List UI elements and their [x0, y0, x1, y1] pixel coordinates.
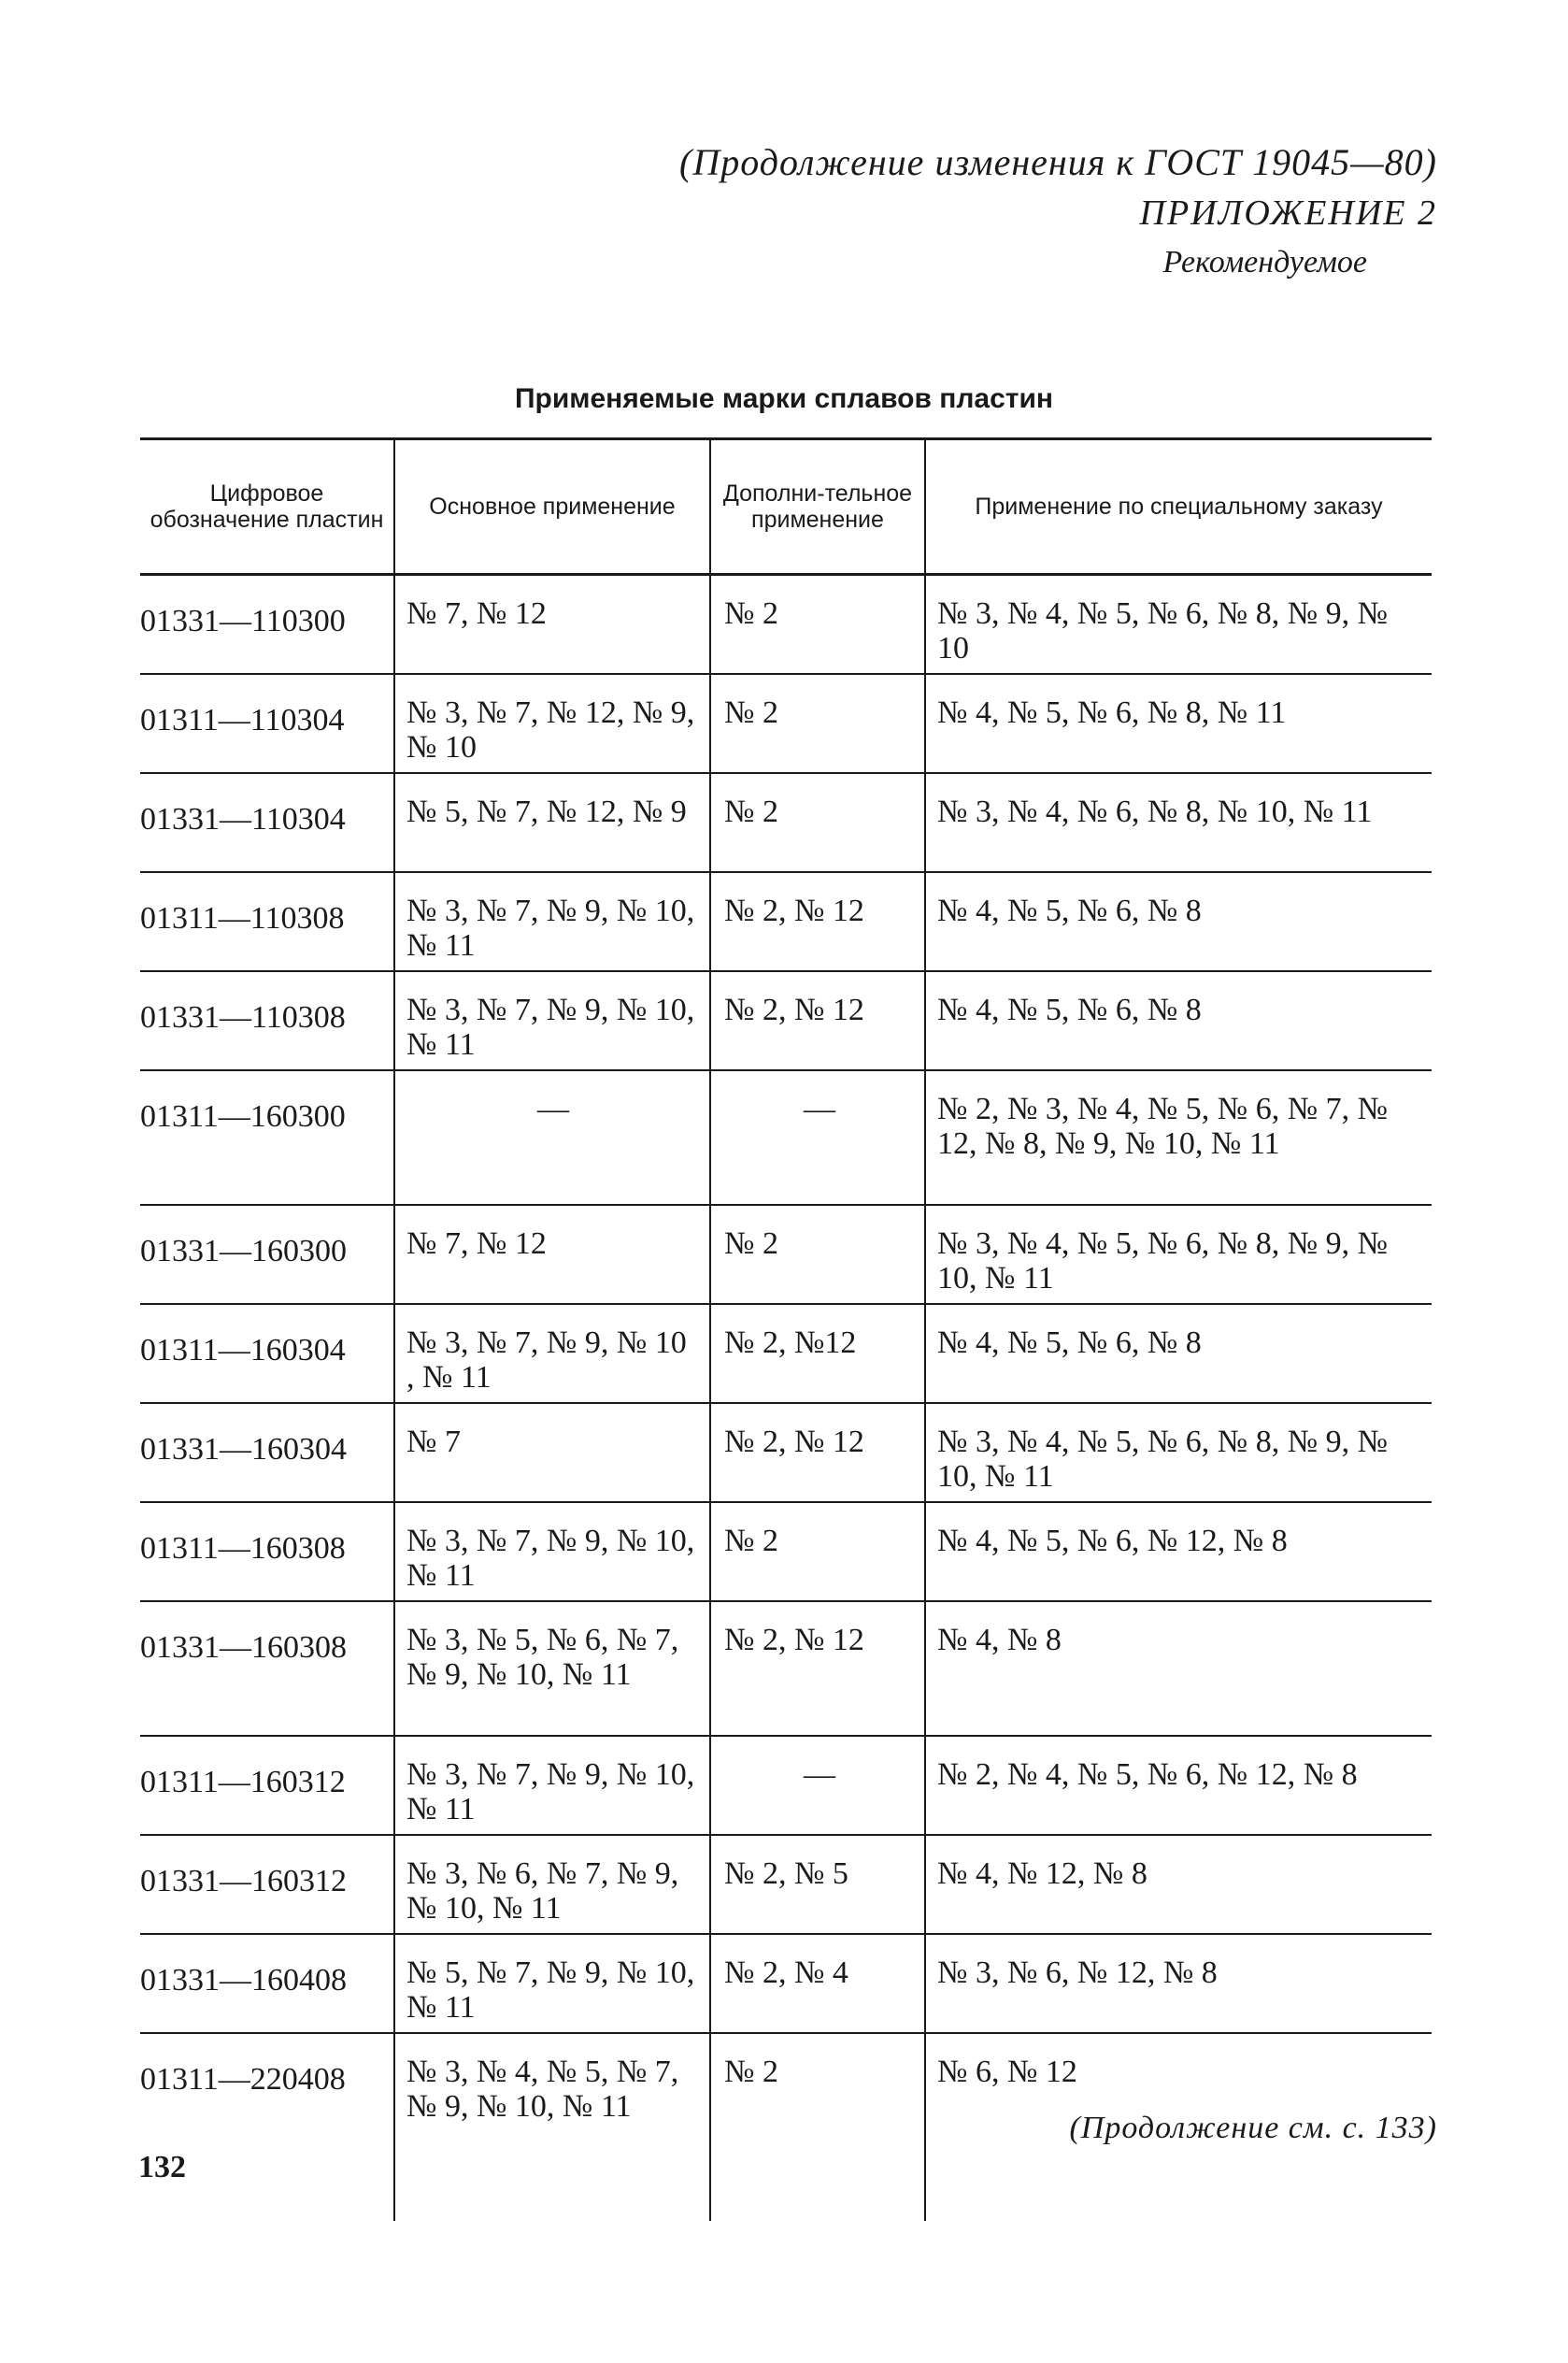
cell-main-use: № 3, № 7, № 9, № 10, № 11 [394, 971, 710, 1070]
cell-extra-use: № 2, № 12 [710, 872, 925, 971]
cell-main-use: № 3, № 4, № 5, № 7, № 9, № 10, № 11 [394, 2033, 710, 2221]
cell-main-use: № 5, № 7, № 9, № 10, № 11 [394, 1934, 710, 2033]
appendix-label: ПРИЛОЖЕНИЕ 2 [1139, 193, 1437, 233]
cell-extra-use: № 2, № 12 [710, 1403, 925, 1502]
table-row [140, 1835, 1432, 1934]
cell-special-order: № 3, № 4, № 5, № 6, № 8, № 9, № 10, № 11 [925, 1205, 1432, 1304]
table-row [140, 1205, 1432, 1304]
table-row [140, 1601, 1432, 1736]
cell-plate-code: 01311—110304 [140, 674, 394, 773]
continuation-header: (Продолжение изменения к ГОСТ 19045—80) [679, 141, 1437, 183]
cell-main-use: № 3, № 7, № 12, № 9, № 10 [394, 674, 710, 773]
cell-extra-use: № 2, № 5 [710, 1835, 925, 1934]
cell-extra-use: № 2, №12 [710, 1304, 925, 1403]
table-header-row [140, 439, 1432, 575]
table-row [140, 1736, 1432, 1835]
cell-extra-use: № 2, № 12 [710, 1601, 925, 1736]
table-body [140, 575, 1432, 2222]
cell-extra-use: — [710, 1736, 925, 1835]
cell-special-order: № 4, № 5, № 6, № 8 [925, 971, 1432, 1070]
table-row [140, 1403, 1432, 1502]
column-header-extra: Дополни-тельное применение [710, 439, 925, 575]
table-row [140, 773, 1432, 872]
cell-plate-code: 01311—160304 [140, 1304, 394, 1403]
cell-plate-code: 01311—220408 [140, 2062, 346, 2097]
cell-main-use: № 5, № 7, № 12, № 9 [394, 773, 710, 872]
cell-special-order: № 2, № 4, № 5, № 6, № 12, № 8 [925, 1736, 1432, 1835]
cell-main-use: № 3, № 7, № 9, № 10 , № 11 [394, 1304, 710, 1403]
cell-special-order: № 4, № 5, № 6, № 8 [925, 1304, 1432, 1403]
cell-plate-code: 01311—160312 [140, 1736, 394, 1835]
cell-main-use: № 7, № 12 [394, 1205, 710, 1304]
cell-extra-use: № 2 [710, 674, 925, 773]
cell-plate-code: 01311—110308 [140, 872, 394, 971]
cell-extra-use: № 2 [710, 575, 925, 675]
cell-main-use: № 3, № 6, № 7, № 9, № 10, № 11 [394, 1835, 710, 1934]
column-header-code: Цифровое обозначение пластин [140, 439, 394, 575]
cell-main-use: № 3, № 7, № 9, № 10, № 11 [394, 1502, 710, 1601]
cell-plate-code: 01331—160304 [140, 1403, 394, 1502]
cell-extra-use: № 2 [710, 1502, 925, 1601]
cell-plate-code: 01331—160312 [140, 1835, 394, 1934]
table-row [140, 1304, 1432, 1403]
cell-plate-code: 01331—110308 [140, 971, 394, 1070]
cell-special-order: № 6, № 12 [925, 2033, 1432, 2221]
cell-main-use: — [394, 1070, 710, 1205]
cell-plate-code: 01331—160300 [140, 1205, 394, 1304]
cell-main-use: № 3, № 7, № 9, № 10, № 11 [394, 1736, 710, 1835]
cell-plate-code: 01331—110304 [140, 773, 394, 872]
cell-main-use: № 7 [394, 1403, 710, 1502]
table-row [140, 575, 1432, 675]
cell-plate-code: 01331—160408 [140, 1934, 394, 2033]
cell-special-order: № 4, № 8 [925, 1601, 1432, 1736]
cell-extra-use: — [710, 1070, 925, 1205]
cell-special-order: № 4, № 5, № 6, № 12, № 8 [925, 1502, 1432, 1601]
cell-main-use: № 3, № 7, № 9, № 10, № 11 [394, 872, 710, 971]
cell-special-order: № 3, № 4, № 5, № 6, № 8, № 9, № 10 [925, 575, 1432, 675]
cell-plate-code: 01311—160300 [140, 1070, 394, 1205]
cell-special-order: № 2, № 3, № 4, № 5, № 6, № 7, № 12, № 8, № 9, № 10, № 11 [925, 1070, 1432, 1205]
column-header-main: Основное применение [394, 439, 710, 575]
cell-main-use: № 7, № 12 [394, 575, 710, 675]
cell-special-order: № 4, № 5, № 6, № 8, № 11 [925, 674, 1432, 773]
table-row [140, 1934, 1432, 2033]
table-row [140, 674, 1432, 773]
cell-special-order: № 4, № 5, № 6, № 8 [925, 872, 1432, 971]
cell-extra-use: № 2, № 12 [710, 971, 925, 1070]
cell-extra-use: № 2, № 4 [710, 1934, 925, 2033]
continuation-note: (Продолжение см. с. 133) [1069, 2111, 1437, 2145]
alloy-grades-table [140, 437, 1432, 2221]
cell-extra-use: № 2 [710, 1205, 925, 1304]
column-header-special: Применение по специальному заказу [925, 439, 1432, 575]
cell-plate-code: 01331—110300 [140, 575, 394, 675]
page-number: 132 [138, 2150, 186, 2184]
cell-extra-use: № 2 [710, 2033, 925, 2221]
cell-extra-use: № 2 [710, 773, 925, 872]
cell-plate-code: 01311—160308 [140, 1502, 394, 1601]
cell-special-order: № 4, № 12, № 8 [925, 1835, 1432, 1934]
cell-special-order: № 3, № 4, № 5, № 6, № 8, № 9, № 10, № 11 [925, 1403, 1432, 1502]
cell-special-order: № 3, № 4, № 6, № 8, № 10, № 11 [925, 773, 1432, 872]
table-row [140, 1070, 1432, 1205]
appendix-status: Рекомендуемое [1162, 245, 1367, 279]
table-row [140, 1502, 1432, 1601]
table-title: Применяемые марки сплавов пластин [514, 383, 1054, 414]
cell-plate-code: 01331—160308 [140, 1601, 394, 1736]
table-row [140, 872, 1432, 971]
cell-main-use: № 3, № 5, № 6, № 7, № 9, № 10, № 11 [394, 1601, 710, 1736]
cell-special-order: № 3, № 6, № 12, № 8 [925, 1934, 1432, 2033]
table-row [140, 971, 1432, 1070]
